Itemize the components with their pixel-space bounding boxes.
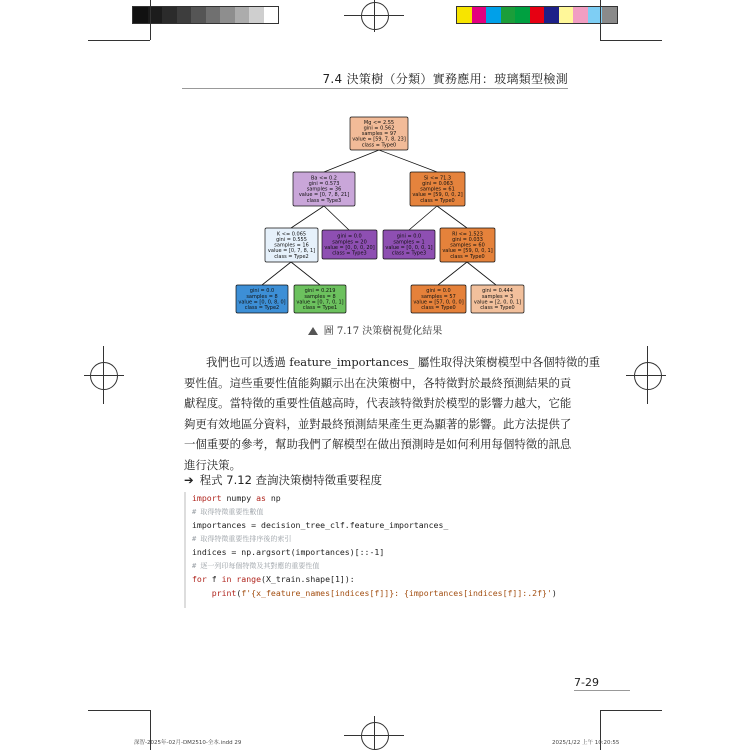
- tree-node-label: class = Type0: [450, 253, 485, 260]
- tree-edges: [262, 150, 496, 285]
- tree-edge: [262, 262, 291, 285]
- page-number-rule: [574, 690, 630, 691]
- paragraph-line: 獻程度。當特徵的重要性值越高時，代表該特徵對於模型的影響力越大，它能: [184, 396, 572, 410]
- tree-node-label: value = [59, 7, 8, 23]: [352, 136, 406, 143]
- tree-node-label: gini = 0.555: [276, 237, 307, 243]
- tree-node-label: gini = 0.0: [396, 233, 422, 240]
- crop-mark: [600, 710, 662, 711]
- tree-node-label: class = Type0: [421, 305, 456, 311]
- tree-edge: [409, 206, 437, 230]
- tree-node-label: value = [0, 7, 0, 1]: [296, 299, 344, 306]
- registration-mark-line: [647, 346, 648, 404]
- running-header: 7.4 決策樹（分類）實務應用：玻璃類型檢測: [322, 72, 568, 86]
- tree-edge: [291, 262, 320, 285]
- tree-node-label: samples = 20: [332, 239, 367, 246]
- tree-node: [265, 228, 318, 262]
- tree-node-label: class = Type1: [302, 305, 338, 311]
- paragraph-line: 我們也可以透過 feature_importances_ 屬性取得決策樹模型中各個特徵的重: [206, 355, 601, 369]
- tree-node-label: samples = 60: [450, 242, 485, 249]
- tree-edge: [291, 206, 324, 228]
- tree-node-label: value = [59, 0, 0, 1]: [442, 248, 493, 255]
- tree-node-label: class = Type3: [332, 250, 367, 257]
- tree-node-label: RI <= 1.523: [452, 231, 483, 238]
- tree-edge: [438, 262, 467, 285]
- tree-node-label: value = [0, 7, 8, 21]: [298, 192, 350, 199]
- tree-node-label: gini = 0.219: [304, 288, 336, 295]
- tree-node-label: value = [0, 0, 0, 20]: [324, 244, 375, 251]
- figure-caption: [0, 322, 750, 337]
- tree-node-label: gini = 0.0: [249, 288, 275, 295]
- code-comment: # 取得特徵重要性排序後的索引: [192, 534, 292, 543]
- tree-node-label: samples = 8: [304, 293, 336, 300]
- tree-node-label: value = [0, 0, 8, 0]: [238, 299, 286, 306]
- registration-mark-line: [374, 716, 375, 750]
- tree-node-label: value = [0, 0, 0, 1]: [385, 244, 433, 251]
- tree-node-label: class = Type3: [391, 250, 427, 257]
- tree-nodes: [236, 117, 524, 313]
- tree-node-label: class = Type2: [244, 305, 280, 311]
- tree-node-label: samples = 57: [421, 293, 456, 300]
- code-comment: # 逐一列印每個特徵及其對應的重要性值: [192, 561, 320, 570]
- paragraph-line: 夠更有效地區分資料，並對最終預測結果產生更為顯著的影響。此方法提供了: [184, 416, 572, 431]
- registration-mark-line: [103, 346, 104, 404]
- registration-mark-line: [626, 375, 666, 376]
- tree-node-label: gini = 0.0: [337, 233, 362, 240]
- tree-node-label: class = Type0: [480, 305, 515, 311]
- tree-node-label: samples = 1: [393, 239, 425, 246]
- tree-node-label: samples = 3: [481, 293, 514, 300]
- tree-edge: [437, 206, 467, 228]
- tree-node-label: class = Type2: [274, 253, 309, 260]
- registration-mark-right: [634, 362, 662, 390]
- tree-node-label: samples = 8: [246, 293, 278, 300]
- code-line: for f in range(X_train.shape[1]):: [192, 574, 355, 584]
- decision-tree-figure: [0, 0, 750, 330]
- tree-node-label: class = Type0: [420, 197, 455, 204]
- tree-node: [294, 285, 346, 313]
- tree-node: [293, 172, 355, 206]
- tree-node-label: samples = 16: [274, 242, 309, 249]
- page-number: 7-29: [574, 676, 599, 689]
- tree-node-label: class = Type3: [306, 197, 342, 204]
- arrow-right-icon: ➔: [184, 473, 194, 487]
- tree-node-label: gini = 0.063: [422, 181, 453, 187]
- tree-node-label: value = [2, 0, 0, 1]: [473, 299, 522, 306]
- tree-node-label: K <= 0.065: [276, 231, 307, 238]
- paragraph-line: 要性值。這些重要性值能夠顯示出在決策樹中，各特徵對於最終預測結果的貢: [184, 375, 572, 390]
- tree-node-label: gini = 0.033: [452, 237, 483, 243]
- registration-mark-bottom: [361, 722, 389, 750]
- tree-edge: [324, 206, 349, 230]
- tree-node-label: samples = 97: [361, 131, 397, 138]
- code-line: indices = np.argsort(importances)[::-1]: [192, 547, 385, 557]
- tree-node-label: value = [59, 0, 0, 2]: [412, 192, 463, 199]
- registration-mark-line: [84, 375, 124, 376]
- tree-node: [471, 285, 524, 313]
- tree-node: [350, 117, 408, 150]
- body-paragraph: [184, 352, 601, 475]
- code-line: import numpy as np: [192, 493, 281, 503]
- tree-node-label: Ba <= 0.2: [310, 175, 338, 182]
- tree-edge: [379, 150, 437, 172]
- tree-node-label: samples = 61: [420, 186, 455, 193]
- tree-node-label: gini = 0.444: [482, 288, 513, 295]
- tree-node-label: Si <= 71.3: [423, 175, 452, 182]
- tree-edge: [467, 262, 496, 285]
- tree-node-label: gini = 0.0: [426, 288, 451, 295]
- figure-caption-text: 圖 7.17 決策樹視覺化結果: [323, 326, 443, 337]
- paragraph-line: 一個重要的參考，幫助我們了解模型在做出預測時是如何利用每個特徵的訊息: [184, 437, 572, 451]
- code-comment: # 取得特徵重要性數值: [192, 507, 264, 516]
- triangle-icon: [308, 327, 318, 335]
- tree-node: [383, 230, 435, 259]
- tree-node: [411, 285, 466, 313]
- tree-node: [322, 230, 377, 259]
- crop-mark: [88, 710, 150, 711]
- paragraph-line: 進行決策。: [184, 457, 241, 472]
- tree-node-label: value = [57, 0, 0, 0]: [413, 299, 464, 306]
- code-block: [184, 492, 574, 608]
- print-slug-right: 2025/1/22 上午 10:20:55: [552, 740, 620, 746]
- tree-node: [236, 285, 288, 313]
- listing-title-text: 程式 7.12 查詢決策樹特徵重要程度: [199, 473, 383, 487]
- tree-node: [410, 172, 465, 206]
- registration-mark-left: [90, 362, 118, 390]
- listing-title: [184, 472, 382, 488]
- tree-node-label: class = Type0: [361, 142, 397, 149]
- tree-node-label: gini = 0.562: [363, 125, 395, 132]
- tree-node-label: samples = 36: [306, 186, 342, 193]
- tree-node-label: value = [0, 7, 8, 1]: [267, 248, 316, 255]
- code-line: importances = decision_tree_clf.feature_importances_: [192, 520, 449, 530]
- tree-node-label: gini = 0.573: [308, 181, 340, 187]
- tree-edge: [324, 150, 379, 172]
- tree-node-label: Mg <= 2.55: [363, 119, 395, 126]
- tree-node: [440, 228, 495, 262]
- print-slug-left: 深智-2025年-02月-DM2510-全本.indd 29: [134, 740, 242, 746]
- code-line: print(f'{x_feature_names[indices[f]]}: {importances[indices[f]]:.2f}'): [211, 587, 557, 598]
